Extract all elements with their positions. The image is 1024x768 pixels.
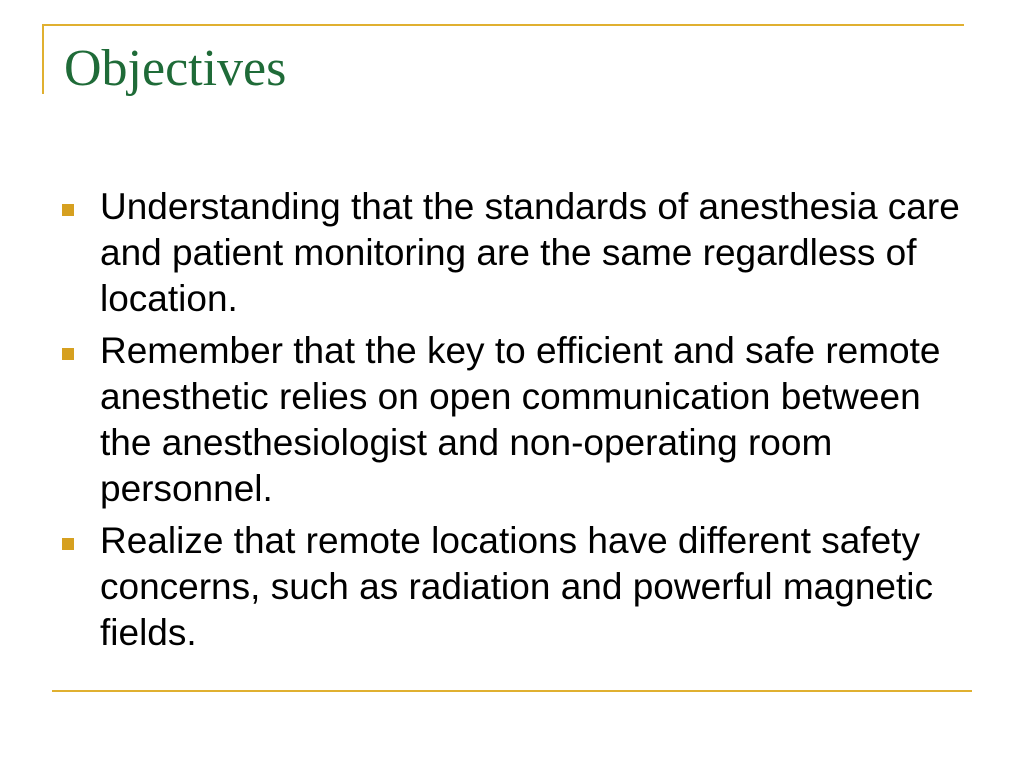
- bullet-list: [62, 184, 982, 662]
- slide-title: Objectives: [64, 40, 287, 97]
- frame-top-rule: [42, 24, 964, 26]
- bullet-item: [62, 518, 982, 656]
- bullet-text: Realize that remote locations have different safety concerns, such as radiation and powerful magnetic fields.: [100, 520, 933, 653]
- square-bullet-icon: [62, 204, 74, 216]
- square-bullet-icon: [62, 538, 74, 550]
- frame-left-rule: [42, 24, 44, 94]
- bullet-text: Remember that the key to efficient and safe remote anesthetic relies on open communication between the anesthesiologist and non-operating room personnel.: [100, 330, 941, 509]
- bullet-text: Understanding that the standards of anesthesia care and patient monitoring are the same regardless of location.: [100, 186, 960, 319]
- square-bullet-icon: [62, 348, 74, 360]
- bullet-item: [62, 328, 982, 512]
- bullet-item: [62, 184, 982, 322]
- frame-bottom-rule: [52, 690, 972, 692]
